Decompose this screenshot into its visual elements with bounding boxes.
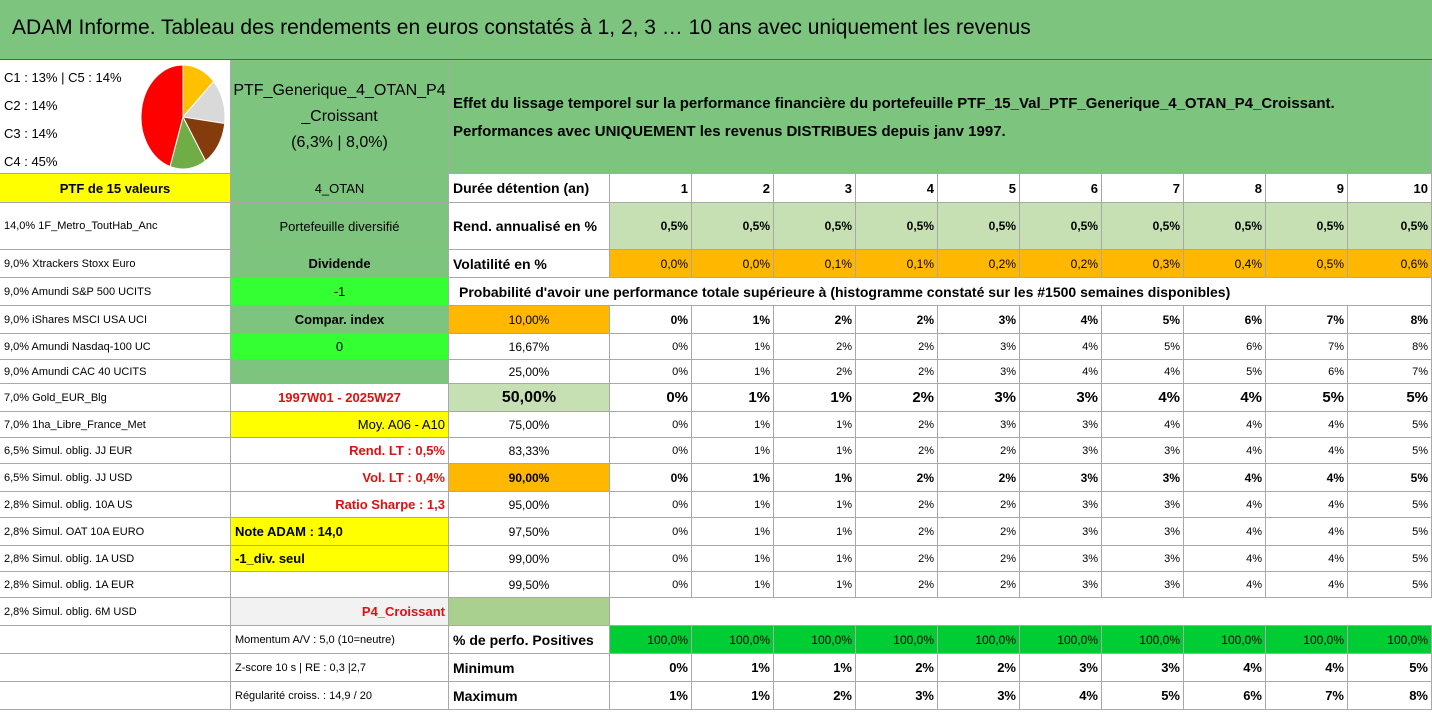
rend-value: 0,5% [1266, 203, 1348, 250]
probability-value: 0% [610, 384, 692, 412]
positive-perf-value: 100,0% [856, 626, 938, 654]
holding-row-empty [0, 682, 231, 710]
probability-value: 4% [1184, 412, 1266, 438]
probability-value: 3% [1020, 384, 1102, 412]
maximum-value: 6% [1184, 682, 1266, 710]
positive-perf-value: 100,0% [1102, 626, 1184, 654]
probability-threshold: 10,00% [449, 306, 610, 334]
maximum-value: 1% [610, 682, 692, 710]
zscore-stat: Z-score 10 s | RE : 0,3 |2,7 [231, 654, 449, 682]
probability-value: 0% [610, 518, 692, 546]
probability-value: 3% [1020, 492, 1102, 518]
positive-perf-value: 100,0% [1184, 626, 1266, 654]
probability-value: 4% [1102, 384, 1184, 412]
year-header: 10 [1348, 174, 1432, 203]
probability-threshold: 97,50% [449, 518, 610, 546]
probability-value: 2% [856, 360, 938, 384]
probability-value: 4% [1184, 492, 1266, 518]
year-header: 8 [1184, 174, 1266, 203]
description-cell [449, 60, 1432, 174]
probability-threshold: 95,00% [449, 492, 610, 518]
vol-value: 0,4% [1184, 250, 1266, 278]
year-header: 9 [1266, 174, 1348, 203]
probability-value: 5% [1348, 384, 1432, 412]
minimum-value: 4% [1266, 654, 1348, 682]
description-line2: Performances avec UNIQUEMENT les revenus DISTRIBUES depuis janv 1997. [453, 123, 1006, 140]
rend-value: 0,5% [856, 203, 938, 250]
probability-value: 5% [1348, 572, 1432, 598]
probability-value: 3% [1102, 438, 1184, 464]
probability-threshold: 83,33% [449, 438, 610, 464]
probability-value: 4% [1102, 412, 1184, 438]
maximum-value: 3% [938, 682, 1020, 710]
info-cell: Moy. A06 - A10 [231, 412, 449, 438]
description-line1: Effet du lissage temporel sur la performance financière du portefeuille PTF_15_Val_PTF_Generique_4_OTAN_P4_Croissant. [453, 95, 1335, 112]
rend-value: 0,5% [610, 203, 692, 250]
holding-row: 6,5% Simul. oblig. JJ USD [0, 464, 231, 492]
minimum-label: Minimum [449, 654, 610, 682]
holding-row: 2,8% Simul. oblig. 1A EUR [0, 572, 231, 598]
probability-threshold: 16,67% [449, 334, 610, 360]
probability-value: 0% [610, 438, 692, 464]
probability-value: 2% [856, 464, 938, 492]
probability-value: 2% [856, 306, 938, 334]
probability-value: 1% [692, 412, 774, 438]
probability-value: 0% [610, 360, 692, 384]
probability-value: 4% [1266, 464, 1348, 492]
positive-perf-value: 100,0% [1266, 626, 1348, 654]
probability-value: 2% [938, 546, 1020, 572]
holding-row: 14,0% 1F_Metro_ToutHab_Anc [0, 203, 231, 250]
probability-value: 4% [1266, 412, 1348, 438]
info-cell [231, 572, 449, 598]
probability-value: 0% [610, 492, 692, 518]
holding-row-empty [0, 626, 231, 654]
probability-value: 3% [1102, 492, 1184, 518]
maximum-value: 3% [856, 682, 938, 710]
probability-value: 3% [1102, 546, 1184, 572]
probability-value: 3% [938, 334, 1020, 360]
page-title: ADAM Informe. Tableau des rendements en euros constatés à 1, 2, 3 … 10 ans avec uniquement les revenus [12, 16, 1031, 39]
probability-value: 2% [774, 334, 856, 360]
probability-value: 1% [692, 360, 774, 384]
probability-value: 5% [1348, 518, 1432, 546]
year-header: 1 [610, 174, 692, 203]
probability-value: 4% [1266, 518, 1348, 546]
probability-value: 2% [938, 572, 1020, 598]
probability-threshold: 25,00% [449, 360, 610, 384]
pie-legend-item: C2 : 14% [4, 98, 58, 113]
info-cell [231, 360, 449, 384]
rend-value: 0,5% [1184, 203, 1266, 250]
empty-cell [610, 598, 1432, 626]
ptf-label: PTF de 15 valeurs [0, 174, 231, 203]
probability-value: 5% [1348, 546, 1432, 572]
probability-value: 5% [1102, 334, 1184, 360]
holding-row: 2,8% Simul. oblig. 10A US [0, 492, 231, 518]
probability-value: 3% [938, 306, 1020, 334]
minimum-value: 1% [692, 654, 774, 682]
probability-value: 2% [856, 438, 938, 464]
info-cell: Compar. index [231, 306, 449, 334]
probability-value: 5% [1184, 360, 1266, 384]
info-cell: P4_Croissant [231, 598, 449, 626]
vol-value: 0,2% [938, 250, 1020, 278]
maximum-value: 7% [1266, 682, 1348, 710]
vol-value: 0,1% [856, 250, 938, 278]
probability-value: 3% [938, 412, 1020, 438]
info-cell: 1997W01 - 2025W27 [231, 384, 449, 412]
minimum-value: 5% [1348, 654, 1432, 682]
holding-row: 9,0% Amundi S&P 500 UCITS [0, 278, 231, 306]
probability-value: 2% [774, 306, 856, 334]
info-cell: Ratio Sharpe : 1,3 [231, 492, 449, 518]
probability-value: 1% [774, 492, 856, 518]
probability-value: 4% [1184, 464, 1266, 492]
probability-threshold: 99,50% [449, 572, 610, 598]
probability-value: 2% [856, 492, 938, 518]
probability-value: 4% [1266, 492, 1348, 518]
positive-perf-value: 100,0% [938, 626, 1020, 654]
probability-value: 1% [692, 438, 774, 464]
probability-value: 7% [1348, 360, 1432, 384]
probability-value: 3% [1020, 464, 1102, 492]
vol-value: 0,6% [1348, 250, 1432, 278]
probability-value: 1% [774, 518, 856, 546]
probability-value: 6% [1184, 306, 1266, 334]
year-header: 3 [774, 174, 856, 203]
holding-row: 6,5% Simul. oblig. JJ EUR [0, 438, 231, 464]
probability-value: 3% [938, 360, 1020, 384]
pie-legend-item: C1 : 13% | C5 : 14% [4, 70, 122, 85]
positive-perf-value: 100,0% [1020, 626, 1102, 654]
pie-cell [0, 60, 231, 174]
probability-value: 2% [856, 384, 938, 412]
probability-value: 1% [774, 464, 856, 492]
holding-row: 2,8% Simul. OAT 10A EURO [0, 518, 231, 546]
momentum-stat: Momentum A/V : 5,0 (10=neutre) [231, 626, 449, 654]
allocation-pie-chart [138, 62, 228, 172]
positive-perf-value: 100,0% [692, 626, 774, 654]
probability-value: 5% [1348, 492, 1432, 518]
probability-value: 0% [610, 546, 692, 572]
rend-value: 0,5% [938, 203, 1020, 250]
rend-value: 0,5% [1020, 203, 1102, 250]
info-cell: Portefeuille diversifié [231, 203, 449, 250]
probability-value: 0% [610, 306, 692, 334]
duration-label: Durée détention (an) [449, 174, 610, 203]
info-cell: -1_div. seul [231, 546, 449, 572]
info-cell: 0 [231, 334, 449, 360]
maximum-value: 8% [1348, 682, 1432, 710]
probability-threshold: 75,00% [449, 412, 610, 438]
probability-threshold: 99,00% [449, 546, 610, 572]
probability-value: 4% [1266, 546, 1348, 572]
title-bar [0, 0, 1432, 60]
probability-value: 4% [1184, 546, 1266, 572]
minimum-value: 0% [610, 654, 692, 682]
holding-row: 9,0% Amundi CAC 40 UCITS [0, 360, 231, 384]
minimum-value: 3% [1020, 654, 1102, 682]
vol-value: 0,3% [1102, 250, 1184, 278]
holding-row: 7,0% 1ha_Libre_France_Met [0, 412, 231, 438]
vol-label: Volatilité en % [449, 250, 610, 278]
info-cell: Dividende [231, 250, 449, 278]
positive-perf-value: 100,0% [1348, 626, 1432, 654]
rend-value: 0,5% [692, 203, 774, 250]
holding-row: 9,0% Xtrackers Stoxx Euro [0, 250, 231, 278]
portfolio-rates: (6,3% | 8,0%) [291, 133, 388, 151]
probability-value: 2% [856, 412, 938, 438]
vol-value: 0,1% [774, 250, 856, 278]
probability-value: 4% [1184, 518, 1266, 546]
holding-row: 9,0% iShares MSCI USA UCI [0, 306, 231, 334]
vol-value: 0,0% [692, 250, 774, 278]
probability-value: 3% [938, 384, 1020, 412]
minimum-value: 3% [1102, 654, 1184, 682]
probability-value: 8% [1348, 306, 1432, 334]
probability-value: 8% [1348, 334, 1432, 360]
probability-value: 4% [1184, 572, 1266, 598]
probability-value: 4% [1184, 384, 1266, 412]
year-header: 5 [938, 174, 1020, 203]
probability-value: 2% [856, 334, 938, 360]
positive-perf-value: 100,0% [610, 626, 692, 654]
pie-legend-item: C4 : 45% [4, 154, 58, 169]
probability-value: 1% [774, 546, 856, 572]
probability-value: 5% [1266, 384, 1348, 412]
positive-perf-value: 100,0% [774, 626, 856, 654]
year-header: 4 [856, 174, 938, 203]
probability-value: 1% [692, 546, 774, 572]
rend-value: 0,5% [774, 203, 856, 250]
holding-row: 2,8% Simul. oblig. 1A USD [0, 546, 231, 572]
probability-value: 3% [1020, 546, 1102, 572]
minimum-value: 1% [774, 654, 856, 682]
probability-value: 5% [1348, 438, 1432, 464]
pie-legend [4, 64, 122, 174]
minimum-value: 4% [1184, 654, 1266, 682]
probability-value: 1% [692, 384, 774, 412]
rend-label: Rend. annualisé en % [449, 203, 610, 250]
probability-value: 1% [692, 334, 774, 360]
maximum-value: 5% [1102, 682, 1184, 710]
vol-value: 0,5% [1266, 250, 1348, 278]
probability-value: 2% [938, 518, 1020, 546]
maximum-value: 2% [774, 682, 856, 710]
rend-value: 0,5% [1348, 203, 1432, 250]
probability-value: 7% [1266, 306, 1348, 334]
probability-value: 2% [856, 572, 938, 598]
probability-label: Probabilité d'avoir une performance totale supérieure à (histogramme constaté sur les #1500 semaines disponibles) [449, 278, 1432, 306]
probability-value: 1% [692, 572, 774, 598]
probability-value: 3% [1020, 518, 1102, 546]
empty-light-green-cell [449, 598, 610, 626]
vol-value: 0,0% [610, 250, 692, 278]
info-cell: Vol. LT : 0,4% [231, 464, 449, 492]
probability-value: 3% [1102, 518, 1184, 546]
info-cell: Rend. LT : 0,5% [231, 438, 449, 464]
probability-value: 4% [1020, 334, 1102, 360]
probability-value: 4% [1020, 306, 1102, 334]
probability-value: 4% [1266, 438, 1348, 464]
probability-threshold: 90,00% [449, 464, 610, 492]
holding-row: 7,0% Gold_EUR_Blg [0, 384, 231, 412]
year-header: 7 [1102, 174, 1184, 203]
portfolio-name-line2: _Croissant [301, 107, 378, 125]
maximum-value: 1% [692, 682, 774, 710]
probability-value: 1% [774, 384, 856, 412]
info-cell: -1 [231, 278, 449, 306]
probability-value: 4% [1102, 360, 1184, 384]
probability-value: 3% [1020, 412, 1102, 438]
probability-threshold: 50,00% [449, 384, 610, 412]
probability-value: 4% [1266, 572, 1348, 598]
probability-value: 5% [1102, 306, 1184, 334]
probability-value: 1% [692, 306, 774, 334]
probability-value: 5% [1348, 412, 1432, 438]
maximum-label: Maximum [449, 682, 610, 710]
probability-value: 5% [1348, 464, 1432, 492]
probability-value: 2% [938, 464, 1020, 492]
probability-value: 0% [610, 412, 692, 438]
info-cell: Note ADAM : 14,0 [231, 518, 449, 546]
probability-value: 1% [774, 438, 856, 464]
probability-value: 2% [938, 492, 1020, 518]
probability-value: 1% [774, 572, 856, 598]
pie-legend-item: C3 : 14% [4, 126, 58, 141]
portfolio-name-line1: PTF_Generique_4_OTAN_P4 [233, 81, 446, 99]
portfolio-header [231, 60, 449, 174]
probability-value: 0% [610, 464, 692, 492]
probability-value: 4% [1020, 360, 1102, 384]
probability-value: 2% [856, 546, 938, 572]
minimum-value: 2% [856, 654, 938, 682]
probability-value: 3% [1102, 464, 1184, 492]
probability-value: 4% [1184, 438, 1266, 464]
probability-value: 0% [610, 572, 692, 598]
probability-value: 2% [856, 518, 938, 546]
probability-value: 1% [692, 464, 774, 492]
holding-row-empty [0, 654, 231, 682]
minimum-value: 2% [938, 654, 1020, 682]
probability-value: 6% [1184, 334, 1266, 360]
probability-value: 1% [774, 412, 856, 438]
probability-value: 6% [1266, 360, 1348, 384]
probability-value: 1% [692, 518, 774, 546]
rend-value: 0,5% [1102, 203, 1184, 250]
probability-value: 3% [1020, 438, 1102, 464]
regularite-stat: Régularité croiss. : 14,9 / 20 [231, 682, 449, 710]
positive-perf-label: % de perfo. Positives [449, 626, 610, 654]
probability-value: 2% [774, 360, 856, 384]
year-header: 6 [1020, 174, 1102, 203]
vol-value: 0,2% [1020, 250, 1102, 278]
probability-value: 2% [938, 438, 1020, 464]
probability-value: 7% [1266, 334, 1348, 360]
holding-row: 9,0% Amundi Nasdaq-100 UC [0, 334, 231, 360]
year-header: 2 [692, 174, 774, 203]
probability-value: 1% [692, 492, 774, 518]
otan-label: 4_OTAN [231, 174, 449, 203]
maximum-value: 4% [1020, 682, 1102, 710]
holding-row: 2,8% Simul. oblig. 6M USD [0, 598, 231, 626]
probability-value: 3% [1102, 572, 1184, 598]
probability-value: 0% [610, 334, 692, 360]
probability-value: 3% [1020, 572, 1102, 598]
